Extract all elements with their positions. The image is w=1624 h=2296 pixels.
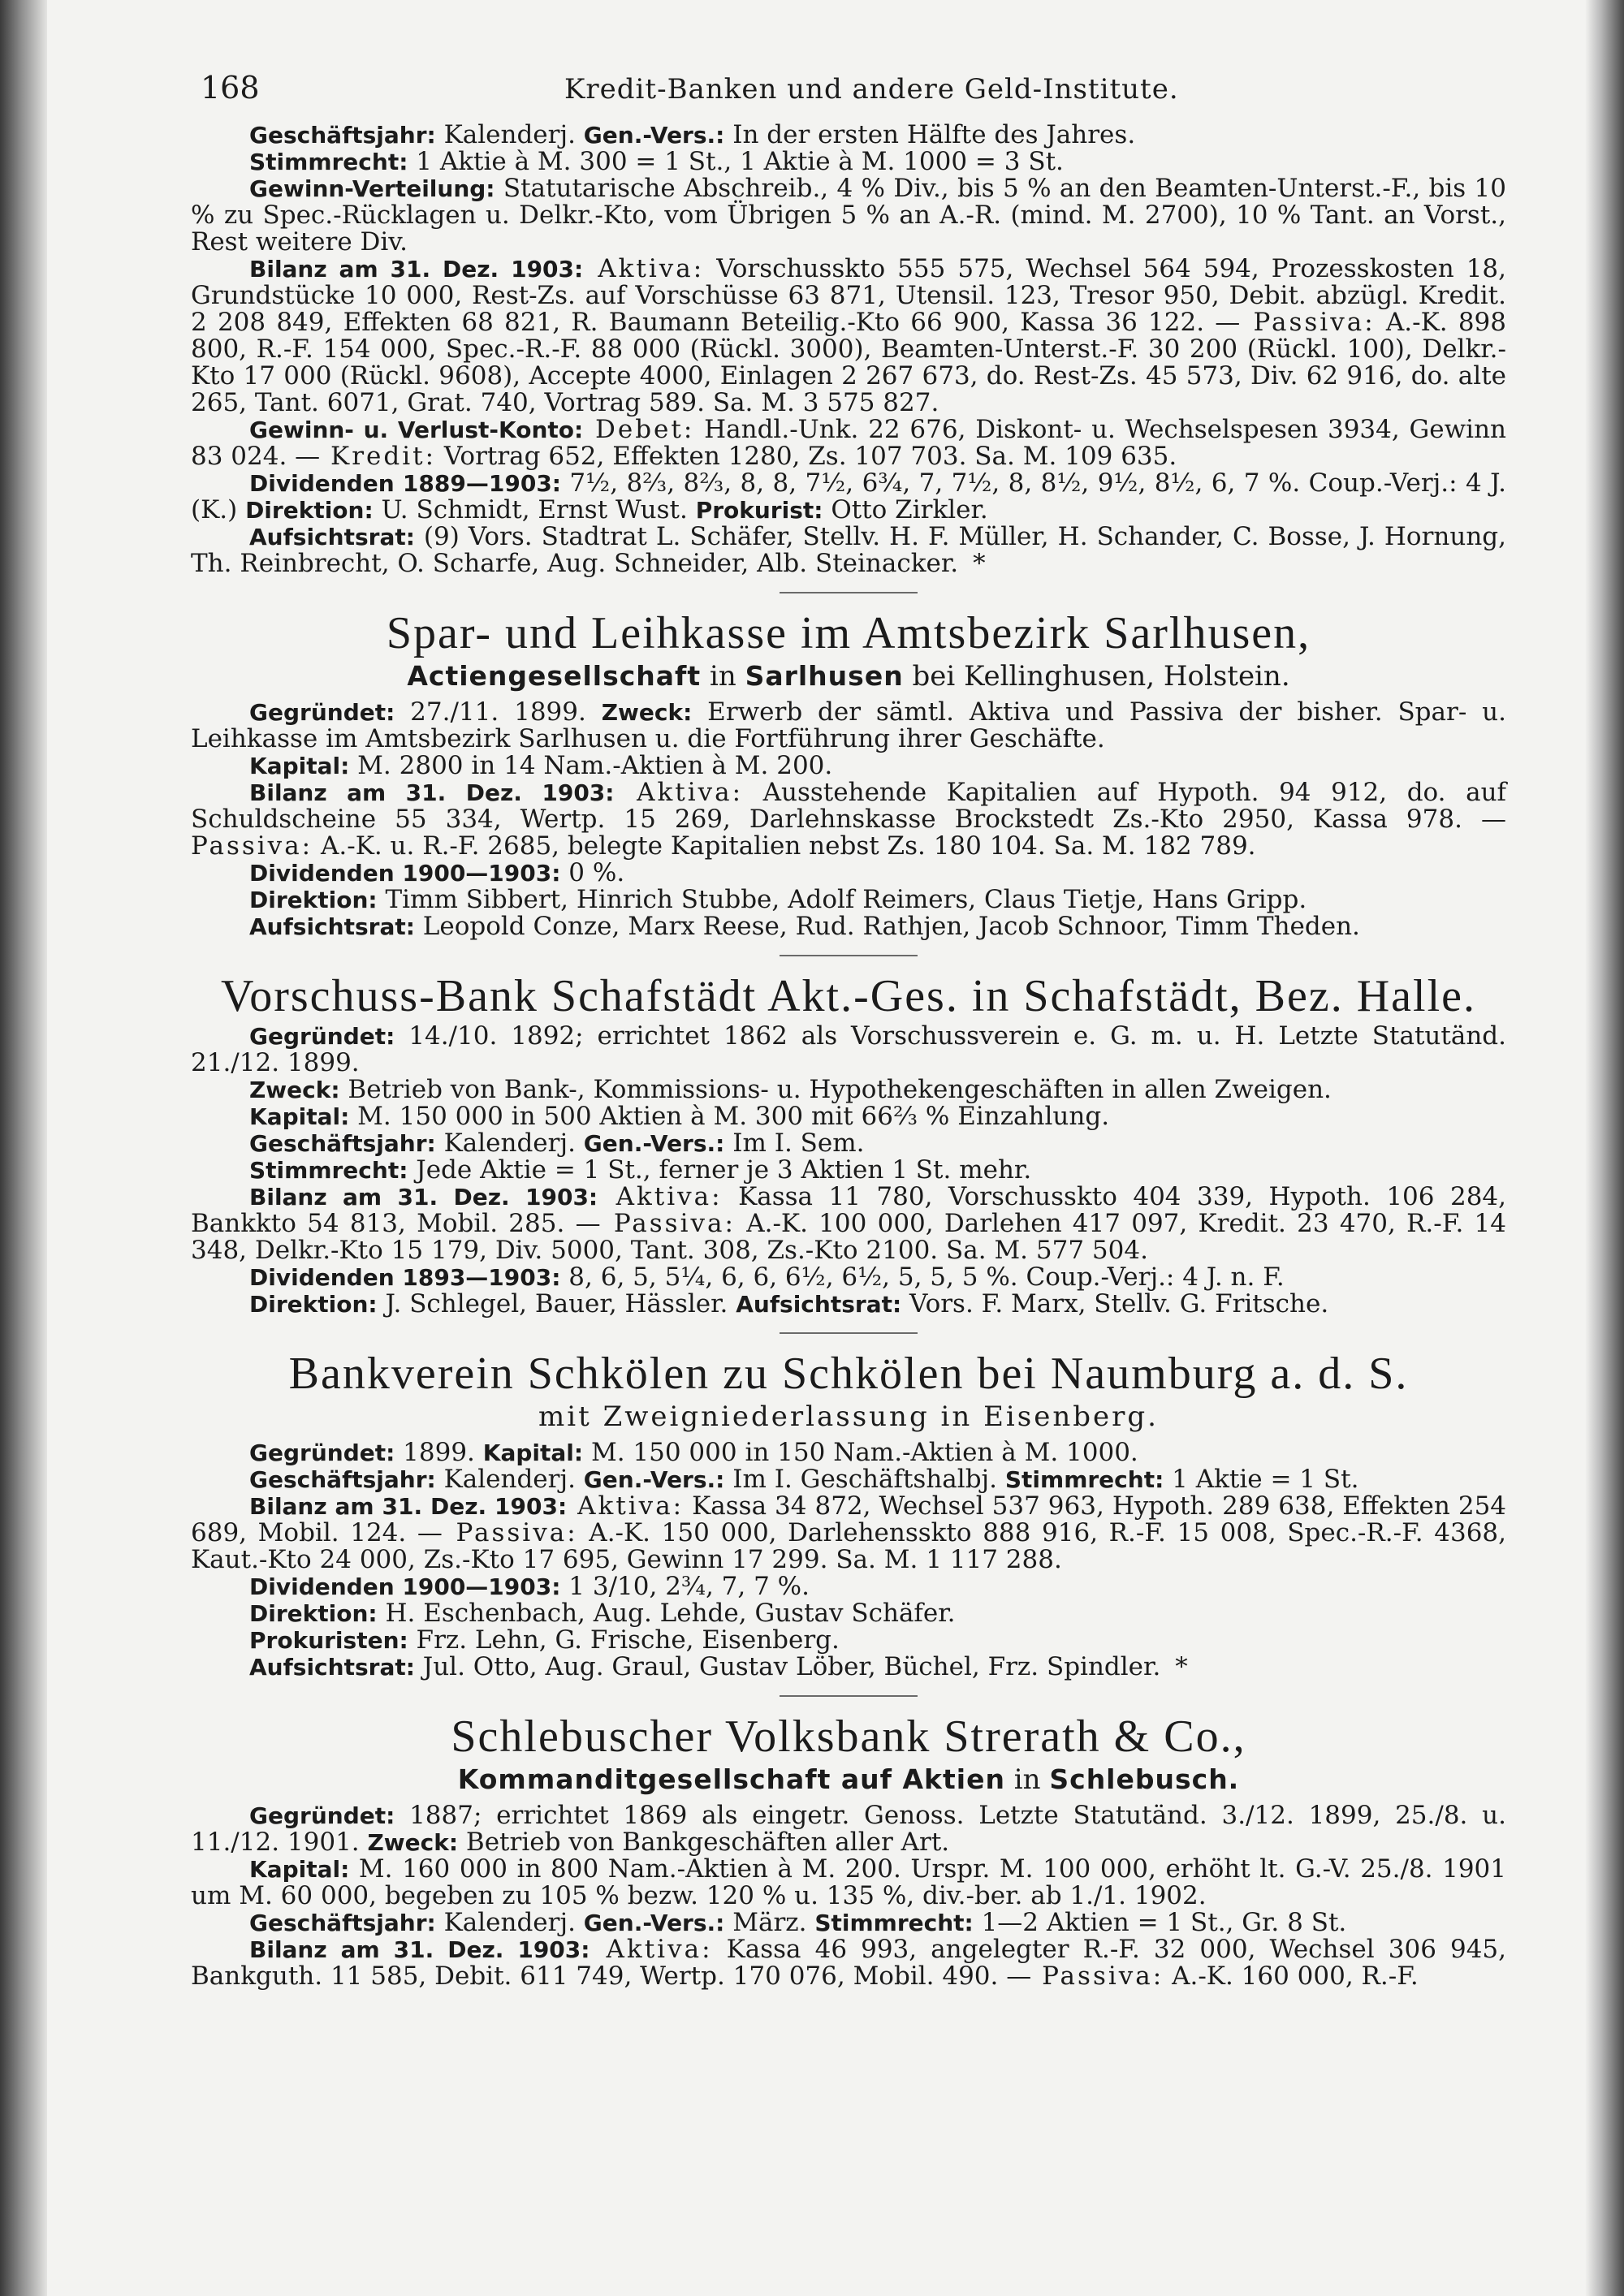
entry-line [191,1802,1506,1856]
field-text: Vorschusskto 555 575, Wechsel 564 594, Prozesskosten 18, Grundstücke 10 000, Rest-Zs. auf Vorschüsse 63 871, Utensil. 123, Tresor 950, Debit. abzügl. Kredit. 2 208 849, Effekten 68 821, R. Baumann Beteilig.-Kto 66 900, Kassa 36 122. — [191,254,1507,337]
field-text: Jede Aktie = 1 St., ferner je 3 Aktien 1 St. mehr. [408,1155,1032,1185]
spaced-label: Passiva: [1240,308,1376,337]
field-text: M. 150 000 in 500 Aktien à M. 300 mit 66⅔ % Einzahlung. [349,1102,1110,1131]
field-text: Vors. F. Marx, Stellv. G. Fritsche. [901,1289,1329,1318]
entry-line [191,1627,1506,1654]
entry-subtitle: mit Zweigniederlassung in Eisenberg. [538,1400,1159,1433]
field-text: 1—2 Aktien = 1 St., Gr. 8 St. [973,1908,1347,1937]
field-text: J. Schlegel, Bauer, Hässler. [377,1289,736,1318]
field-text: 0 %. [560,858,625,887]
field-label: Kapital: [249,1103,350,1130]
field-label: Bilanz am 31. Dez. 1903: [249,1936,590,1963]
field-label: Aufsichtsrat: [249,524,415,550]
field-label: Zweck: [249,1077,340,1103]
entry-line [191,470,1506,524]
field-text: Timm Sibbert, Hinrich Stubbe, Adolf Reimers, Claus Tietje, Hans Gripp. [377,885,1307,914]
field-text: U. Schmidt, Ernst Wust. [373,495,696,524]
entry-title: Bankverein Schkölen zu Schkölen bei Naumburg a. d. S. [288,1349,1409,1399]
entry-subtitle [191,1763,1506,1796]
spaced-label: Passiva: [600,1209,736,1238]
field-label: Aufsichtsrat: [249,1654,415,1681]
entry-line [191,1466,1506,1493]
entry-line [191,1157,1506,1184]
field-label: Stimmrecht: [814,1910,974,1936]
page [191,65,1506,1990]
field-label: Kapital: [249,1856,350,1883]
subtitle-text: in [701,660,745,693]
field-text: Leopold Conze, Marx Reese, Rud. Rathjen, Jacob Schnoor, Timm Theden. [414,912,1360,941]
divider [780,1332,918,1334]
scan-edge-right [1585,0,1624,2296]
field-text: M. 2800 in 14 Nam.-Aktien à M. 200. [349,751,833,780]
field-text: H. Eschenbach, Aug. Lehde, Gustav Schäfer. [377,1599,956,1628]
field-label: Dividenden 1889—1903: [249,470,561,497]
spaced-label: Passiva: [191,831,313,861]
field-text: Kassa 11 780, Vorschusskto 404 339, Hypoth. 106 284, Bankkto 54 813, Mobil. 285. — [191,1182,1506,1238]
divider [780,955,918,956]
entry-line [191,175,1506,256]
field-label: Dividenden 1900—1903: [249,1573,561,1600]
entry-continued [191,122,1506,577]
spaced-label: Aktiva: [590,1935,713,1964]
scan-edge-left [0,0,47,2296]
field-text: Im I. Sem. [724,1129,865,1158]
entry-line [191,416,1506,470]
field-label: Stimmrecht: [249,149,408,175]
field-label: Stimmrecht: [249,1157,408,1184]
field-label: Geschäftsjahr: [249,122,436,149]
running-head: Kredit-Banken und andere Geld-Institute. [564,73,1179,106]
entry-line [191,1573,1506,1600]
entry-line [191,1130,1506,1157]
spaced-label: Aktiva: [614,778,744,807]
field-label: Bilanz am 31. Dez. 1903: [249,1184,598,1211]
field-text: Vortrag 652, Effekten 1280, Zs. 107 703. Sa. M. 109 635. [436,442,1177,471]
entry-line [191,1023,1506,1077]
entry-line [191,779,1506,860]
field-text: Kalenderj. [435,1465,584,1494]
entry-line [191,860,1506,887]
spaced-label: Debet: [583,415,695,444]
field-text: Ausstehende Kapitalien auf Hypoth. 94 912, do. auf Schuldscheine 55 334, Wertp. 15 269, Darlehnskasse Brockstedt Zs.-Kto 2950, Kassa 978. — [191,778,1507,834]
field-text: Kalenderj. [435,1129,584,1158]
entry-line [191,1264,1506,1291]
field-text: Kassa 46 993, angelegter R.-F. 32 000, Wechsel 306 945, Bankguth. 11 585, Debit. 611 749, Wertp. 170 076, Mobil. 490. — [191,1935,1507,1991]
entry-subtitle [191,660,1506,693]
subtitle-text: in [1004,1763,1050,1796]
field-text: 14./10. 1892; errichtet 1862 als Vorschussverein e. G. m. u. H. Letzte Statutänd. 21./12. 1899. [191,1021,1506,1077]
field-label: Geschäftsjahr: [249,1910,436,1936]
footnote-star: * [973,549,986,578]
field-label: Stimmrecht: [1004,1466,1164,1493]
entry-line [191,256,1506,416]
field-text: A.-K. 100 000, Darlehen 417 097, Kredit. 23 470, R.-F. 14 348, Delkr.-Kto 15 179, Div. 5000, Tant. 308, Zs.-Kto 2100. Sa. M. 577 504. [191,1209,1506,1265]
field-text: 8, 6, 5, 5¼, 6, 6, 6½, 6½, 5, 5, 5 %. Coup.-Verj.: 4 J. n. F. [560,1262,1285,1292]
field-label: Geschäftsjahr: [249,1466,436,1493]
field-label: Zweck: [367,1829,459,1856]
field-text: Kalenderj. [435,1908,584,1937]
field-label: Kapital: [482,1439,584,1466]
field-text: 1887; errichtet 1869 als eingetr. Genoss. Letzte Statutänd. 3./12. 1899, 25./8. u. 11./12. 1901. [191,1801,1506,1857]
spaced-label: Aktiva: [567,1491,685,1521]
field-text: Kassa 34 872, Wechsel 537 963, Hypoth. 289 638, Effekten 254 689, Mobil. 124. — [191,1491,1507,1547]
field-label: Gegründet: [249,699,395,726]
entry-line [191,1077,1506,1103]
entry-line [191,122,1506,149]
entry-spar-leihkasse [191,606,1506,940]
field-text: Handl.-Unk. 22 676, Diskont- u. Wechselspesen 3934, Gewinn 83 024. — [191,415,1506,471]
entry-line [191,1910,1506,1936]
field-label: Kapital: [249,753,350,779]
entry-line [191,699,1506,753]
field-label: Bilanz am 31. Dez. 1903: [249,1493,568,1520]
subtitle-bold: Kommanditgesellschaft auf Aktien [457,1763,1005,1795]
divider [780,592,918,593]
entry-line [191,1654,1506,1681]
subtitle-bold: Actiengesellschaft [407,660,702,692]
page-number: 168 [201,70,260,106]
footnote-star: * [1175,1652,1188,1681]
field-text: A.-K. 150 000, Darlehensskto 888 916, R.-F. 15 008, Spec.-R.-F. 4368, Kaut.-Kto 24 000, Zs.-Kto 17 695, Gewinn 17 299. Sa. M. 1 117 288. [191,1518,1506,1574]
field-label: Gewinn- u. Verlust-Konto: [249,416,584,443]
field-label: Geschäftsjahr: [249,1130,436,1157]
entry-bankverein-schkoelen [191,1347,1506,1681]
field-label: Gegründet: [249,1439,395,1466]
field-label: Prokuristen: [249,1627,408,1654]
field-text: 1899. [395,1438,483,1467]
field-text: Betrieb von Bankgeschäften aller Art. [458,1828,950,1857]
field-text: 27./11. 1899. [395,697,602,727]
entry-title: Vorschuss-Bank Schafstädt Akt.-Ges. in Schafstädt, Bez. Halle. [220,971,1477,1021]
field-label: Dividenden 1900—1903: [249,860,561,887]
field-label: Aufsichtsrat: [249,913,415,940]
subtitle-bold: Sarlhusen [745,660,904,692]
field-label: Bilanz am 31. Dez. 1903: [249,256,584,283]
field-text: Otto Zirkler. [823,495,988,524]
entry-title: Spar- und Leihkasse im Amtsbezirk Sarlhusen, [386,608,1311,658]
entry-line [191,1856,1506,1910]
entry-line [191,887,1506,913]
field-label: Prokurist: [695,497,823,524]
field-label: Aufsichtsrat: [736,1291,902,1318]
field-text: (9) Vors. Stadtrat L. Schäfer, Stellv. H. F. Müller, H. Schander, C. Bosse, J. Hornung, Th. Reinbrecht, O. Scharfe, Aug. Schneider, Alb. Steinacker. [191,522,1506,578]
field-text: Frz. Lehn, G. Frische, Eisenberg. [408,1625,840,1655]
spaced-label: Passiva: [442,1518,578,1547]
spaced-label: Passiva: [1031,1962,1164,1991]
field-label: Direktion: [249,1600,378,1627]
field-label: Direktion: [249,887,378,913]
spaced-label: Aktiva: [583,254,705,283]
spaced-label: Aktiva: [598,1182,723,1211]
field-label: Bilanz am 31. Dez. 1903: [249,779,615,806]
field-label: Zweck: [601,699,693,726]
entry-line [191,524,1506,577]
entry-vorschuss-bank [191,969,1506,1318]
field-text: M. 150 000 in 150 Nam.-Aktien à M. 1000. [583,1438,1138,1467]
spaced-label: Kredit: [320,442,437,471]
field-text: 1 Aktie à M. 300 = 1 St., 1 Aktie à M. 1000 = 3 St. [408,147,1064,176]
entry-line [191,1184,1506,1264]
field-text: Betrieb von Bank-, Kommissions- u. Hypothekengeschäften in allen Zweigen. [339,1075,1332,1104]
field-text: A.-K. u. R.-F. 2685, belegte Kapitalien nebst Zs. 180 104. Sa. M. 182 789. [313,831,1256,861]
field-label: Gewinn-Verteilung: [249,175,495,202]
field-text: A.-K. 898 800, R.-F. 154 000, Spec.-R.-F. 88 000 (Rückl. 3000), Beamten-Unterst.-F. 30 200 (Rückl. 100), Delkr.-Kto 17 000 (Rückl. 9608), Accepte 4000, Einlagen 2 267 673, do. Rest-Zs. 45 573, Div. 62 916, do. alte 265, Tant. 6071, Grat. 740, Vortrag 589. Sa. M. 3 575 827. [191,308,1506,417]
field-text: Im I. Geschäftshalbj. [724,1465,1005,1494]
field-label: Direktion: [245,497,374,524]
subtitle-bold: Schlebusch. [1049,1763,1240,1795]
field-text: 7½, 8⅔, 8⅔, 8, 8, 7½, 6¾, 7, 7½, 8, 8½, 9½, 8½, 6, 7 %. Coup.-Verj.: 4 J. (K.) [191,468,1506,524]
field-text: Kalenderj. [435,120,584,149]
entry-line [191,913,1506,940]
subtitle-text: bei Kellinghusen, Holstein. [903,660,1290,693]
page-header [191,65,1506,122]
entry-line [191,1291,1506,1318]
field-text: In der ersten Hälfte des Jahres. [724,120,1136,149]
field-label: Direktion: [249,1291,378,1318]
field-text: A.-K. 160 000, R.-F. [1164,1962,1419,1991]
entry-line [191,1493,1506,1573]
field-label: Gen.-Vers.: [583,122,725,149]
entry-line [191,1439,1506,1466]
field-text: Jul. Otto, Aug. Graul, Gustav Löber, Büchel, Frz. Spindler. [414,1652,1161,1681]
field-text: Statutarische Abschreib., 4 % Div., bis 5 % an den Beamten-Unterst.-F., bis 10 % zu Spec.-Rücklagen u. Delkr.-Kto, vom Übrigen 5 % an A.-R. (mind. M. 2700), 10 % Tant. an Vorst., Rest weitere Div. [191,174,1506,257]
entry-line [191,149,1506,175]
divider [780,1695,918,1697]
field-label: Gen.-Vers.: [583,1466,725,1493]
entry-line [191,753,1506,779]
entry-line [191,1936,1506,1990]
entry-title: Schlebuscher Volksbank Strerath & Co., [451,1711,1246,1762]
entry-line [191,1103,1506,1130]
field-label: Gegründet: [249,1802,395,1829]
field-label: Gen.-Vers.: [583,1910,725,1936]
field-text: 1 3/10, 2¾, 7, 7 %. [560,1572,810,1601]
field-text: März. [724,1908,815,1937]
entry-schlebuscher-volksbank [191,1710,1506,1990]
entry-line [191,1600,1506,1627]
field-label: Gegründet: [249,1023,395,1050]
field-label: Dividenden 1893—1903: [249,1264,561,1291]
field-text: Erwerb der sämtl. Aktiva und Passiva der bisher. Spar- u. Leihkasse im Amtsbezirk Sarlhusen u. die Fortführung ihrer Geschäfte. [191,697,1506,753]
field-label: Gen.-Vers.: [583,1130,725,1157]
field-text: M. 160 000 in 800 Nam.-Aktien à M. 200. Urspr. M. 100 000, erhöht lt. G.-V. 25./8. 1901 um M. 60 000, begeben zu 105 % bezw. 120 % u. 135 %, div.-ber. ab 1./1. 1902. [191,1854,1506,1910]
field-text: 1 Aktie = 1 St. [1164,1465,1359,1494]
